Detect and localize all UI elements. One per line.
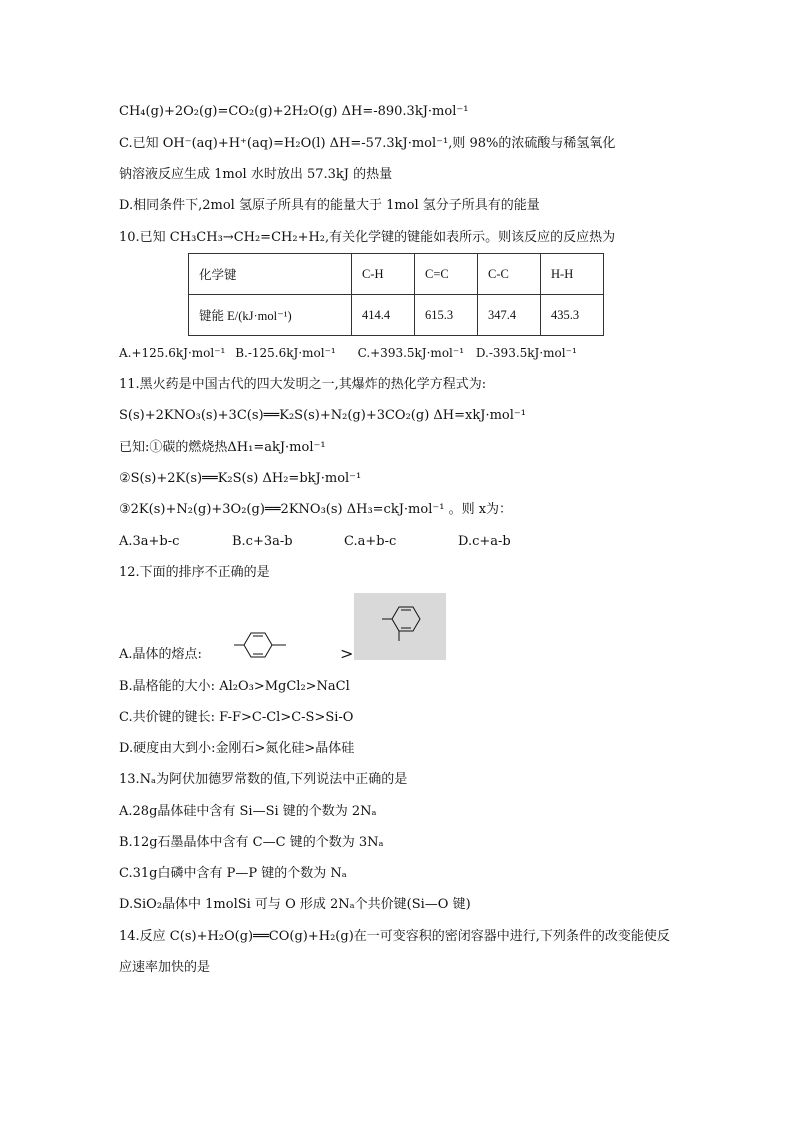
q11-option-c: C.a+b-c: [344, 534, 397, 549]
given-2: ②S(s)+2K(s)══K₂S(s) ΔH₂=bkJ·mol⁻¹: [119, 471, 362, 486]
table-cell: 414.4: [352, 295, 415, 336]
q10-options: [119, 345, 577, 361]
greater-than-sign: >: [340, 644, 354, 663]
q10-option-d: D.-393.5kJ·mol⁻¹: [475, 346, 577, 360]
q10-option-b: B.-125.6kJ·mol⁻¹: [235, 346, 336, 360]
table-cell: C-C: [478, 254, 541, 295]
question-14-stem-line1: 14.反应 C(s)+H₂O(g)══CO(g)+H₂(g)在一可变容积的密闭容器中进行,下列条件的改变能使反: [119, 929, 670, 944]
q11-option-d: D.c+a-b: [458, 534, 511, 549]
question-12-stem: 12.下面的排序不正确的是: [119, 565, 270, 580]
table-cell: C-H: [352, 254, 415, 295]
option-12c: C.共价键的键长: F-F>C-Cl>C-S>Si-O: [119, 710, 354, 725]
bond-energy-table: [188, 253, 604, 336]
q10-option-a: A.+125.6kJ·mol⁻¹: [119, 346, 226, 360]
option-9c-line1: C.已知 OH⁻(aq)+H⁺(aq)=H₂O(l) ΔH=-57.3kJ·mol⁻¹,则 98%的浓硫酸与稀氢氧化: [119, 136, 616, 151]
given-1: 已知:①碳的燃烧热ΔH₁=akJ·mol⁻¹: [119, 440, 326, 455]
q11-option-b: B.c+3a-b: [232, 534, 293, 549]
para-hydroxybenzoic-acid-structure: [212, 630, 330, 662]
option-13d: D.SiO₂晶体中 1molSi 可与 O 形成 2Nₐ个共价键(Si—O 键): [119, 897, 471, 912]
salicylic-acid-structure: [354, 593, 446, 660]
table-cell: C=C: [415, 254, 478, 295]
question-13-stem: 13.Nₐ为阿伏加德罗常数的值,下列说法中正确的是: [119, 772, 408, 787]
question-14-stem-line2: 应速率加快的是: [119, 960, 211, 975]
equation-ch4-combustion: CH₄(g)+2O₂(g)=CO₂(g)+2H₂O(g) ΔH=-890.3kJ·mol⁻¹: [119, 104, 469, 119]
table-cell: 435.3: [541, 295, 604, 336]
option-12a-label: A.晶体的熔点:: [119, 647, 202, 662]
question-11-stem: 11.黑火药是中国古代的四大发明之一,其爆炸的热化学方程式为:: [119, 377, 487, 392]
table-cell: 键能 E/(kJ·mol⁻¹): [189, 295, 352, 336]
question-10-stem: 10.已知 CH₃CH₃→CH₂=CH₂+H₂,有关化学键的键能如表所示。则该反应的反应热为: [119, 230, 616, 245]
table-row: [189, 254, 604, 295]
equation-gunpowder: S(s)+2KNO₃(s)+3C(s)══K₂S(s)+N₂(g)+3CO₂(g) ΔH=xkJ·mol⁻¹: [119, 408, 526, 423]
given-3: ③2K(s)+N₂(g)+3O₂(g)══2KNO₃(s) ΔH₃=ckJ·mol⁻¹ 。则 x为：: [119, 502, 513, 517]
option-13c: C.31g白磷中含有 P—P 键的个数为 Nₐ: [119, 866, 347, 881]
option-12d: D.硬度由大到小:金刚石>氮化硅>晶体硅: [119, 741, 355, 756]
option-13b: B.12g石墨晶体中含有 C—C 键的个数为 3Nₐ: [119, 835, 384, 850]
table-cell: H-H: [541, 254, 604, 295]
table-cell: 347.4: [478, 295, 541, 336]
table-row: [189, 295, 604, 336]
option-13a: A.28g晶体硅中含有 Si—Si 键的个数为 2Nₐ: [119, 804, 377, 819]
table-cell: 化学键: [189, 254, 352, 295]
option-9d: D.相同条件下,2mol 氢原子所具有的能量大于 1mol 氢分子所具有的能量: [119, 198, 540, 213]
q11-option-a: A.3a+b-c: [119, 534, 180, 549]
option-12b: B.晶格能的大小: Al₂O₃>MgCl₂>NaCl: [119, 679, 350, 694]
q10-option-c: C.+393.5kJ·mol⁻¹: [357, 346, 465, 360]
option-9c-line2: 钠溶液反应生成 1mol 水时放出 57.3kJ 的热量: [119, 167, 393, 182]
table-cell: 615.3: [415, 295, 478, 336]
